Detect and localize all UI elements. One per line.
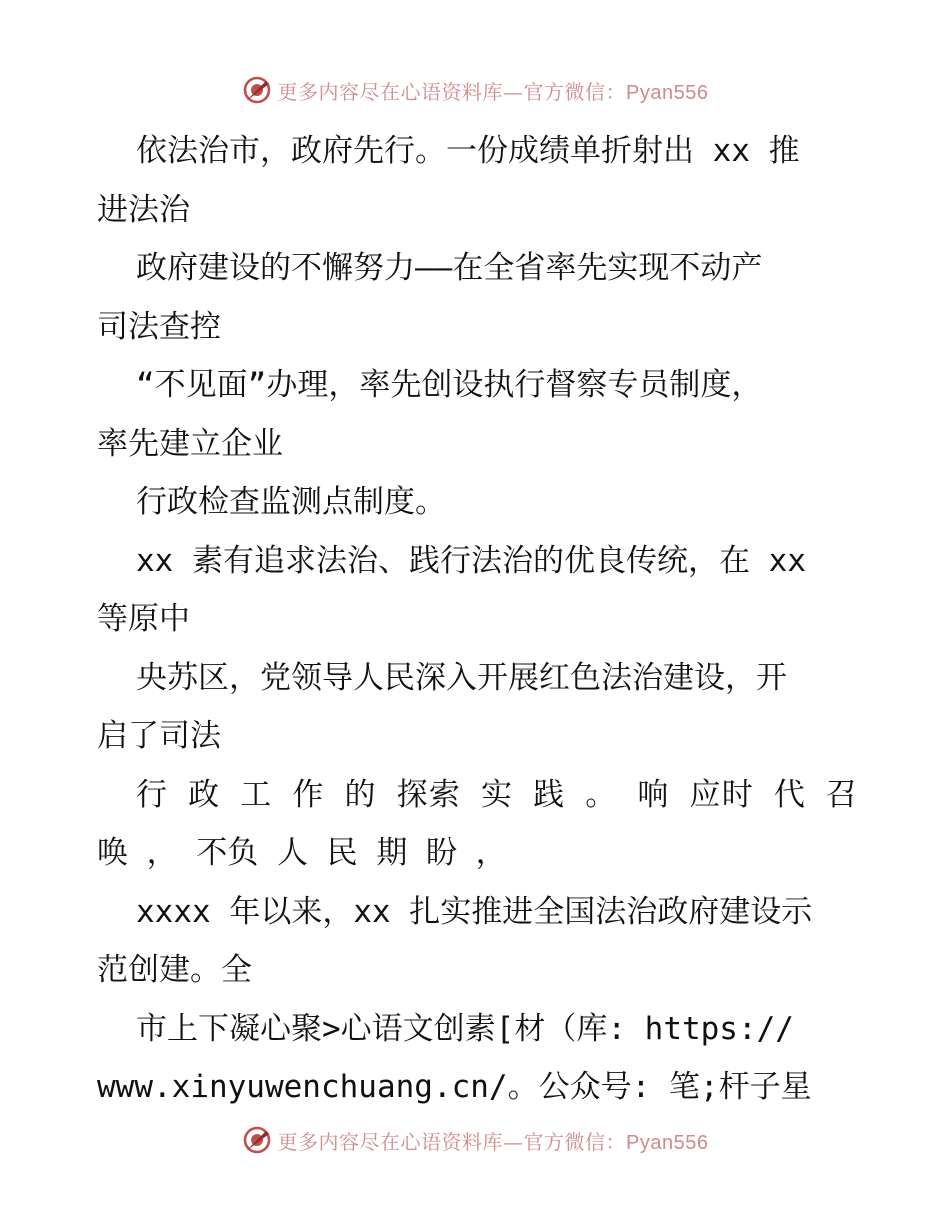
body-line-10: 央苏区，党领导人民深入开展红色法治建设，开 bbox=[136, 659, 787, 696]
body-line-13: 唤 ， 不负 人 民 期 盼 ， bbox=[97, 835, 507, 871]
body-line-3: 政府建设的不懈努力——在全省率先实现不动产 bbox=[136, 250, 763, 286]
body-line-15: 范创建。全 bbox=[97, 952, 252, 988]
body-line-11: 启了司法 bbox=[97, 718, 221, 754]
footer-banner-label: 更多内容尽在心语资料库—官方微信：Pyan556 bbox=[277, 1129, 709, 1154]
header-banner bbox=[0, 70, 950, 110]
body-line-12: 行 政 工 作 的 探索 实 践 。 响 应时 代 召 bbox=[136, 776, 857, 813]
body-line-14: xxxx 年以来，xx 扎实推进全国法治政府建设示 bbox=[136, 893, 813, 930]
body-line-8: xx 素有追求法治、践行法治的优良传统，在 xx bbox=[136, 542, 806, 579]
body-line-17: www.xinyuwenchuang.cn/。公众号: 笔;杆子星 bbox=[97, 1069, 812, 1105]
body-line-4: 司法查控 bbox=[97, 308, 221, 345]
body-line-6: 率先建立企业 bbox=[97, 425, 283, 462]
header-wechat-account: Pyan556 bbox=[626, 81, 709, 104]
document-body bbox=[97, 122, 857, 1117]
body-line-2: 进法治 bbox=[97, 191, 190, 228]
quill-logo-icon bbox=[242, 75, 272, 105]
quill-logo-icon bbox=[242, 1125, 272, 1155]
footer-wechat-account: Pyan556 bbox=[626, 1131, 709, 1154]
body-line-16: 市上下凝心聚>心语文创素[材（库: https:// bbox=[136, 1010, 794, 1047]
body-line-9: 等原中 bbox=[97, 601, 190, 637]
body-line-1: 依法治市，政府先行。一份成绩单折射出 xx 推 bbox=[136, 133, 800, 169]
footer-banner bbox=[0, 1120, 950, 1160]
header-banner-label: 更多内容尽在心语资料库—官方微信：Pyan556 bbox=[277, 79, 709, 104]
body-line-7: 行政检查监测点制度。 bbox=[136, 484, 446, 520]
body-line-5: “不见面”办理，率先创设执行督察专员制度， bbox=[136, 367, 763, 403]
